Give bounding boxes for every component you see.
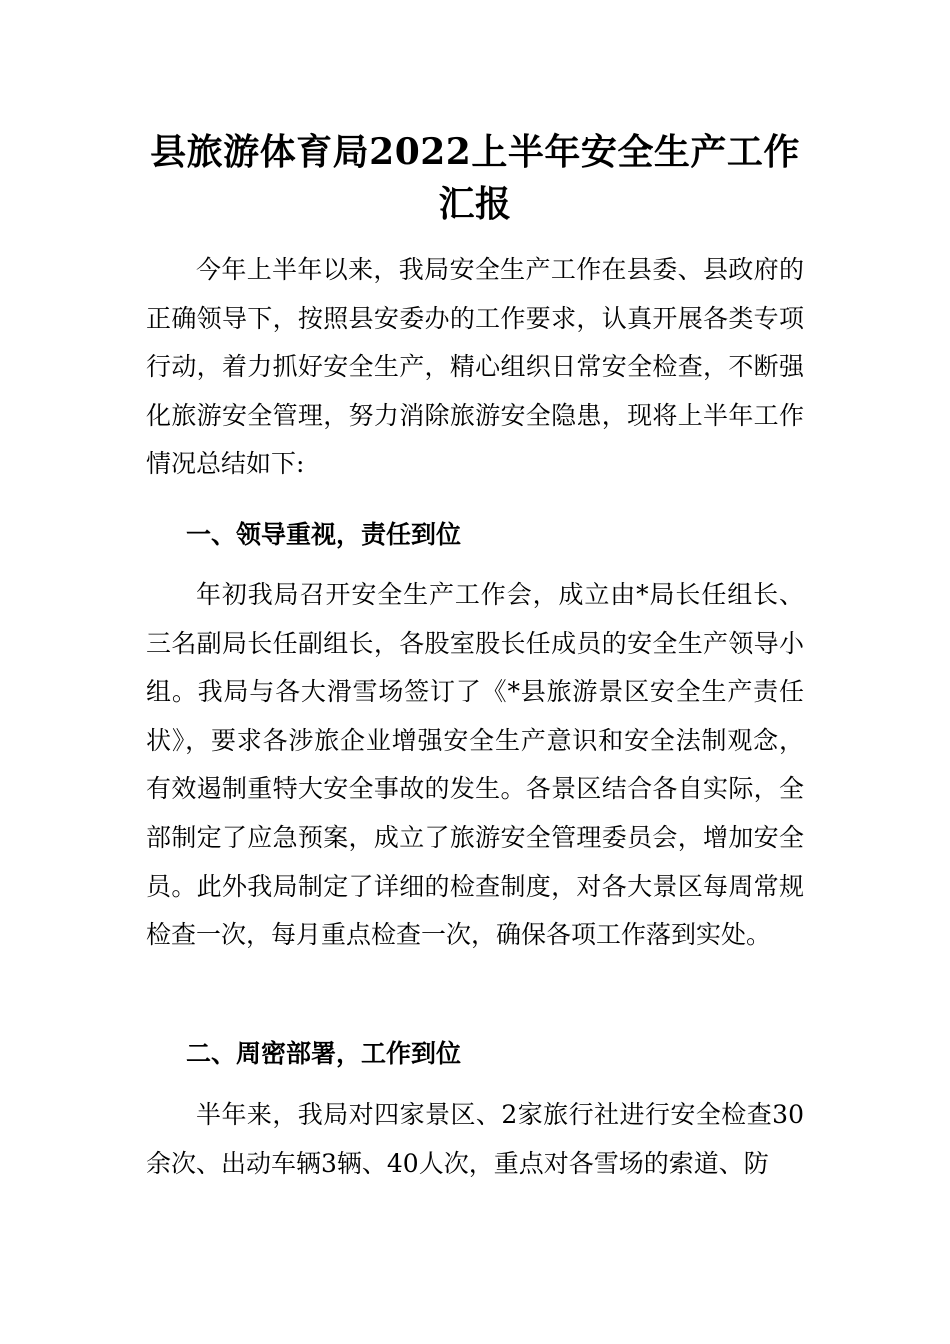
- section-1-heading: 一、领导重视，责任到位: [186, 520, 462, 549]
- intro-paragraph: 今年上半年以来，我局安全生产工作在县委、县政府的正确领导下，按照县安委办的工作要求，认真开展各类专项行动，着力抓好安全生产，精心组织日常安全检查，不断强化旅游安全管理，努力消除旅游安全隐患，现将上半年工作情况总结如下:: [146, 255, 804, 479]
- section-2-heading: 二、周密部署，工作到位: [186, 1039, 462, 1068]
- section-2-body: 半年来，我局对四家景区、2家旅行社进行安全检查30余次、出动车辆3辆、40人次，重点对各雪场的索道、防: [146, 1100, 804, 1178]
- document-title: [150, 126, 800, 230]
- title-line-2: 汇报: [438, 183, 512, 225]
- title-line-1: 县旅游体育局2022上半年安全生产工作: [150, 131, 800, 173]
- section-1-body: 年初我局召开安全生产工作会，成立由*局长任组长、三名副局长任副组长，各股室股长任成员的安全生产领导小组。我局与各大滑雪场签订了《*县旅游景区安全生产责任状》，要求各涉旅企业增强安全生产意识和安全法制观念，有效遏制重特大安全事故的发生。各景区结合各自实际，全部制定了应急预案，成立了旅游安全管理委员会，增加安全员。此外我局制定了详细的检查制度，对各大景区每周常规检查一次，每月重点检查一次，确保各项工作落到实处。: [146, 580, 804, 950]
